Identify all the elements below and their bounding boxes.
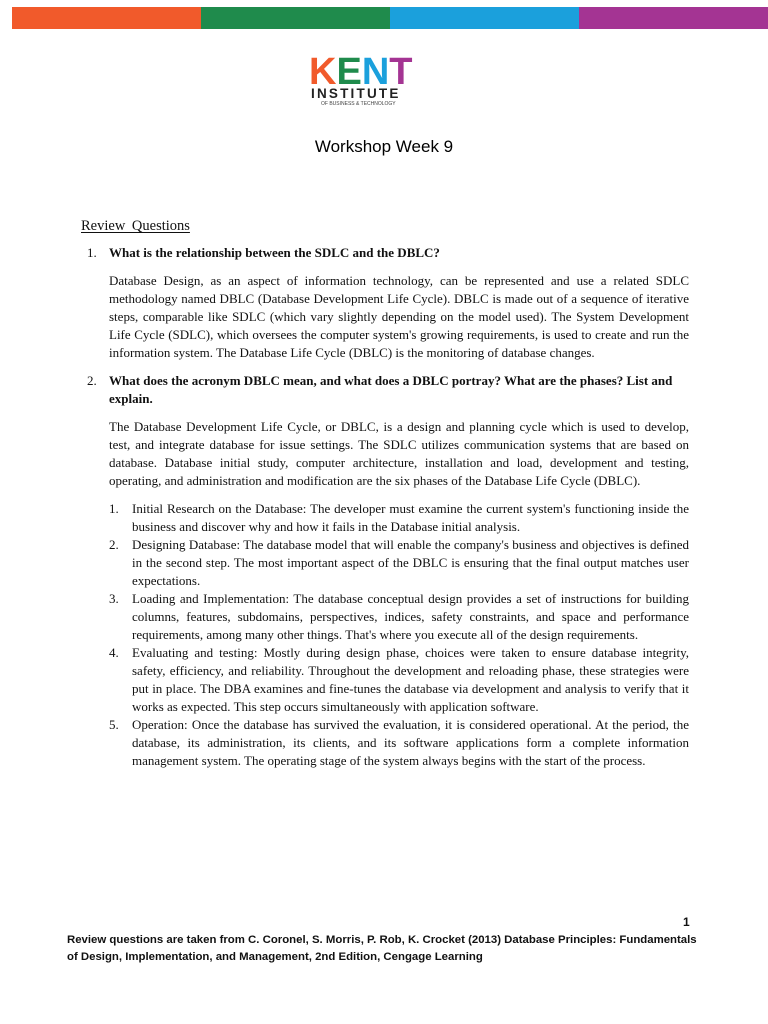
list-item <box>109 590 689 644</box>
answer-2: The Database Development Life Cycle, or DBLC, is a design and planning cycle which is used to develop, test, and integrate database for issue settings. The SDLC utilizes communication systems that are based on database. Database initial study, computer architecture, installation and load, development and testing, operating, and administration and modification are the six phases of the Database Life Cycle (DBLC). <box>109 419 689 488</box>
color-bar-purple <box>579 7 768 29</box>
phase-text: Loading and Implementation: The database conceptual design provides a set of instructions for building columns, features, subdomains, perspectives, indices, safety constraints, and space and performance requirements, among many other things. That's where you execute all of the design requirements. <box>132 591 689 642</box>
color-bar-orange <box>12 7 201 29</box>
phase-number: 4. <box>109 645 119 660</box>
logo-letter-t: T <box>389 52 413 93</box>
phase-text: Designing Database: The database model that will enable the company's business and objectives is defined in the second step. The most important aspect of the DBLC is ensuring that the final output matches user expectations. <box>132 537 689 588</box>
kent-institute-logo <box>0 52 768 108</box>
list-item <box>109 536 689 590</box>
page-number: 1 <box>683 915 690 929</box>
phase-number: 1. <box>109 501 119 516</box>
question-number: 2. <box>87 373 97 388</box>
phase-text: Initial Research on the Database: The developer must examine the current system's functioning inside the business and discover why and how it fails in the Database initial analysis. <box>132 501 689 534</box>
phase-number: 5. <box>109 717 119 732</box>
section-heading: Review Questions <box>81 218 190 234</box>
document-body <box>81 217 689 770</box>
color-bar-blue <box>390 7 579 29</box>
question-2 <box>81 372 689 408</box>
list-item <box>109 716 689 770</box>
phase-text: Operation: Once the database has survived the evaluation, it is considered operational. At the period, the database, its administration, its clients, and its software applications form a complete information management system. The operating stage of the system always begins with the start of the process. <box>132 717 689 768</box>
page-title: Workshop Week 9 <box>314 137 454 156</box>
answer-1: Database Design, as an aspect of information technology, can be represented and use a related SDLC methodology named DBLC (Database Development Life Cycle). DBLC is made out of a sequence of iterative steps, comparable like SDLC (which vary slightly depending on the model used). The System Development Life Cycle (SDLC), which oversees the computer system's growing requirements, is used to create and run the information system. The Database Life Cycle (DBLC) is the monitoring of database changes. <box>109 273 689 360</box>
question-text: What is the relationship between the SDLC and the DBLC? <box>109 245 440 260</box>
question-number: 1. <box>87 245 97 260</box>
phase-number: 2. <box>109 537 119 552</box>
logo-letter-k: K <box>309 52 337 93</box>
header-color-bar <box>12 7 768 29</box>
phase-text: Evaluating and testing: Mostly during design phase, choices were taken to ensure database integrity, safety, efficiency, and reliability. Throughout the development and reloading phase, these strategies were put in place. The DBA examines and fine-tunes the database via development and analysis to verify that it works as expected. This step occurs simultaneously with application software. <box>132 645 689 714</box>
logo-graphic <box>309 52 459 108</box>
footer-citation: Review questions are taken from C. Coronel, S. Morris, P. Rob, K. Crocket (2013) Database Principles: Fundamentals of Design, Implementation, and Management, 2nd Edition, Cengage Learning <box>67 934 697 963</box>
logo-subtitle: INSTITUTE <box>311 86 401 101</box>
phase-number: 3. <box>109 591 119 606</box>
question-text: What does the acronym DBLC mean, and what does a DBLC portray? What are the phases? List and explain. <box>109 373 673 406</box>
question-1 <box>81 244 689 262</box>
list-item <box>109 500 689 536</box>
logo-letter-e: E <box>336 52 362 93</box>
logo-tagline: OF BUSINESS & TECHNOLOGY <box>321 101 396 107</box>
list-item <box>109 644 689 716</box>
color-bar-green <box>201 7 390 29</box>
phase-list <box>109 500 689 770</box>
logo-letter-n: N <box>361 52 390 93</box>
